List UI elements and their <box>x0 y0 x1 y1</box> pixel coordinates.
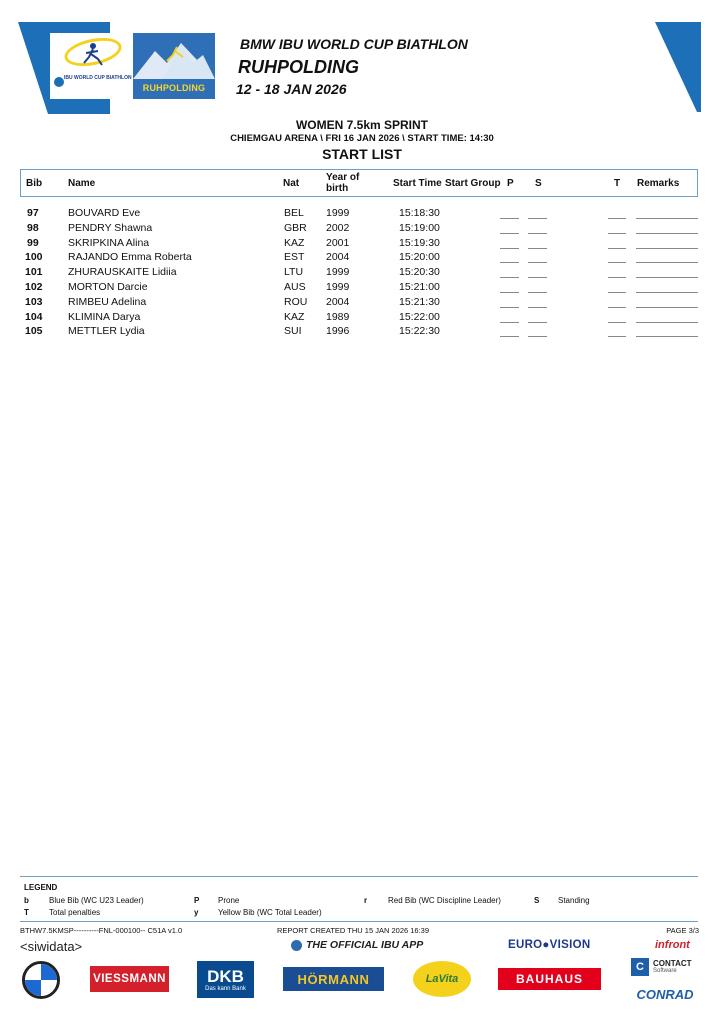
blank-remarks <box>636 307 698 308</box>
cell-name: ZHURAUSKAITE Lidiia <box>68 266 177 279</box>
cell-year: 2004 <box>326 251 350 264</box>
col-header-p: P <box>507 177 514 189</box>
contact-logo-subtext: Software <box>653 967 677 974</box>
cell-name: RAJANDO Emma Roberta <box>68 251 192 264</box>
blank-remarks <box>636 336 698 337</box>
blank-t <box>608 218 626 219</box>
cell-year: 2004 <box>326 295 350 308</box>
venue-title: RUHPOLDING <box>238 57 359 77</box>
blank-t <box>608 233 626 234</box>
table-row <box>20 265 700 280</box>
blank-s <box>528 248 547 249</box>
cell-nat: KAZ <box>284 236 305 249</box>
cell-nat: AUS <box>284 280 306 293</box>
competition-details: CHIEMGAU ARENA \ FRI 16 JAN 2026 \ START TIME: 14:30 <box>230 133 494 144</box>
legend-title: LEGEND <box>24 883 58 892</box>
lavita-logo: LaVita <box>413 961 471 997</box>
table-row <box>20 206 700 221</box>
cell-nat: ROU <box>284 295 308 308</box>
hormann-logo: HÖRMANN <box>283 967 384 991</box>
col-header-year-line2: birth <box>326 183 349 194</box>
cell-bib: 101 <box>25 266 43 279</box>
cell-year: 1989 <box>326 310 350 323</box>
col-header-year <box>326 170 359 196</box>
ruhpolding-logo <box>133 33 215 99</box>
event-dates: 12 - 18 JAN 2026 <box>236 81 347 97</box>
cell-nat: BEL <box>284 207 304 219</box>
document-code: BTHW7.5KMSP----------FNL-000100-- C51A v1.0 <box>20 926 183 935</box>
cell-nat: LTU <box>284 266 304 279</box>
blank-p <box>500 292 519 293</box>
cell-year: 1999 <box>326 207 350 219</box>
competition-name: WOMEN 7.5km SPRINT <box>295 118 429 132</box>
dkb-tagline: Das kann Bank <box>205 985 246 992</box>
footer-divider <box>20 921 698 922</box>
cell-year: 1999 <box>326 280 350 293</box>
table-row <box>20 221 700 236</box>
legend-key: T <box>24 908 29 917</box>
ibu-app-text: THE OFFICIAL IBU APP <box>306 939 424 951</box>
blank-s <box>528 262 547 263</box>
cell-bib: 102 <box>25 280 43 293</box>
cell-nat: GBR <box>284 221 307 234</box>
start-list-table <box>20 206 700 339</box>
legend-key: P <box>194 896 200 905</box>
report-created: REPORT CREATED THU 15 JAN 2026 16:39 <box>277 926 430 935</box>
legend-desc: Total penalties <box>49 908 101 917</box>
siwidata-logo: <siwidata> <box>20 939 83 954</box>
blank-p <box>500 322 519 323</box>
cell-year: 2002 <box>326 221 350 234</box>
legend-key: y <box>194 908 199 917</box>
cell-year: 1996 <box>326 325 350 338</box>
legend-desc: Yellow Bib (WC Total Leader) <box>218 908 322 917</box>
col-header-name: Name <box>68 177 96 189</box>
blank-t <box>608 277 626 278</box>
table-row <box>20 310 700 325</box>
col-header-bib: Bib <box>26 177 43 189</box>
blank-t <box>608 307 626 308</box>
blank-remarks <box>636 233 698 234</box>
legend-desc: Prone <box>218 896 240 905</box>
header-corner-shape-right <box>655 22 701 112</box>
list-title: START LIST <box>322 146 402 162</box>
infront-logo: infront <box>655 939 690 951</box>
blank-p <box>500 336 519 337</box>
blank-t <box>608 248 626 249</box>
col-header-remarks: Remarks <box>637 177 680 189</box>
legend-desc: Standing <box>558 896 590 905</box>
blank-s <box>528 336 547 337</box>
blank-remarks <box>636 277 698 278</box>
col-header-start-time: Start Time <box>393 177 442 189</box>
blank-p <box>500 262 519 263</box>
blank-t <box>608 262 626 263</box>
cell-name: PENDRY Shawna <box>68 221 153 234</box>
cell-nat: KAZ <box>284 310 305 323</box>
blank-remarks <box>636 322 698 323</box>
legend-desc: Blue Bib (WC U23 Leader) <box>49 896 144 905</box>
cell-bib: 105 <box>25 325 43 338</box>
legend-desc: Red Bib (WC Discipline Leader) <box>388 896 501 905</box>
contact-icon: C <box>631 958 649 976</box>
event-series-title: BMW IBU WORLD CUP BIATHLON <box>240 36 468 52</box>
cell-start-time: 15:18:30 <box>399 207 440 219</box>
cell-name: METTLER Lydia <box>68 325 145 338</box>
cell-start-time: 15:20:00 <box>399 251 440 264</box>
cell-bib: 104 <box>25 310 43 323</box>
col-header-t: T <box>614 177 621 189</box>
cell-start-time: 15:21:30 <box>399 295 440 308</box>
contact-logo-text: CONTACT <box>653 958 692 968</box>
cell-start-time: 15:19:00 <box>399 221 440 234</box>
blank-remarks <box>636 218 698 219</box>
cell-start-time: 15:19:30 <box>399 236 440 249</box>
cell-start-time: 15:20:30 <box>399 266 440 279</box>
blank-s <box>528 218 547 219</box>
cell-name: SKRIPKINA Alina <box>68 236 150 249</box>
table-header <box>20 169 698 197</box>
cell-bib: 97 <box>27 207 39 219</box>
blank-remarks <box>636 248 698 249</box>
blank-p <box>500 248 519 249</box>
blank-t <box>608 336 626 337</box>
blank-s <box>528 233 547 234</box>
blank-s <box>528 292 547 293</box>
cell-name: KLIMINA Darya <box>68 310 141 323</box>
cell-nat: SUI <box>284 325 302 338</box>
ibu-app-icon <box>291 940 302 951</box>
table-row <box>20 324 700 339</box>
table-row <box>20 250 700 265</box>
table-row <box>20 280 700 295</box>
cell-start-time: 15:22:00 <box>399 310 440 323</box>
cell-nat: EST <box>284 251 305 264</box>
blank-remarks <box>636 292 698 293</box>
blank-p <box>500 233 519 234</box>
contact-software-logo <box>631 956 701 978</box>
cell-bib: 99 <box>27 236 39 249</box>
ibu-world-cup-logo <box>50 33 134 99</box>
cell-start-time: 15:21:00 <box>399 280 440 293</box>
table-row <box>20 236 700 251</box>
bauhaus-logo: BAUHAUS <box>498 968 601 990</box>
blank-t <box>608 322 626 323</box>
cell-bib: 103 <box>25 295 43 308</box>
blank-p <box>500 218 519 219</box>
ruhpolding-logo-text: RUHPOLDING <box>142 83 206 93</box>
legend-key: b <box>24 896 29 905</box>
conrad-logo: CONRAD <box>636 986 694 1002</box>
blank-p <box>500 307 519 308</box>
cell-bib: 98 <box>27 221 39 234</box>
blank-s <box>528 277 547 278</box>
legend-key: S <box>534 896 540 905</box>
col-header-start-group: Start Group <box>445 177 501 189</box>
blank-p <box>500 277 519 278</box>
legend-key: r <box>364 896 368 905</box>
blank-s <box>528 307 547 308</box>
cell-name: BOUVARD Eve <box>68 207 141 219</box>
dkb-logo-text: DKB <box>207 966 244 986</box>
cell-name: RIMBEU Adelina <box>68 295 147 308</box>
cell-start-time: 15:22:30 <box>399 325 440 338</box>
ibu-logo-text: IBU WORLD CUP BIATHLON <box>64 75 132 81</box>
viessmann-logo: VIESSMANN <box>90 966 169 992</box>
dkb-logo <box>197 961 254 998</box>
col-header-nat: Nat <box>283 177 300 189</box>
bmw-logo <box>22 961 60 999</box>
blank-remarks <box>636 262 698 263</box>
legend-divider <box>20 876 698 877</box>
col-header-year-line1: Year of <box>326 172 360 183</box>
eurovision-logo: EURO●VISION <box>508 939 591 951</box>
cell-year: 2001 <box>326 236 350 249</box>
blank-t <box>608 292 626 293</box>
cell-bib: 100 <box>25 251 43 264</box>
blank-s <box>528 322 547 323</box>
cell-year: 1999 <box>326 266 350 279</box>
cell-name: MORTON Darcie <box>68 280 148 293</box>
page-number: PAGE 3/3 <box>666 926 699 935</box>
ibu-app-logo <box>291 939 423 951</box>
col-header-s: S <box>535 177 542 189</box>
table-row <box>20 295 700 310</box>
